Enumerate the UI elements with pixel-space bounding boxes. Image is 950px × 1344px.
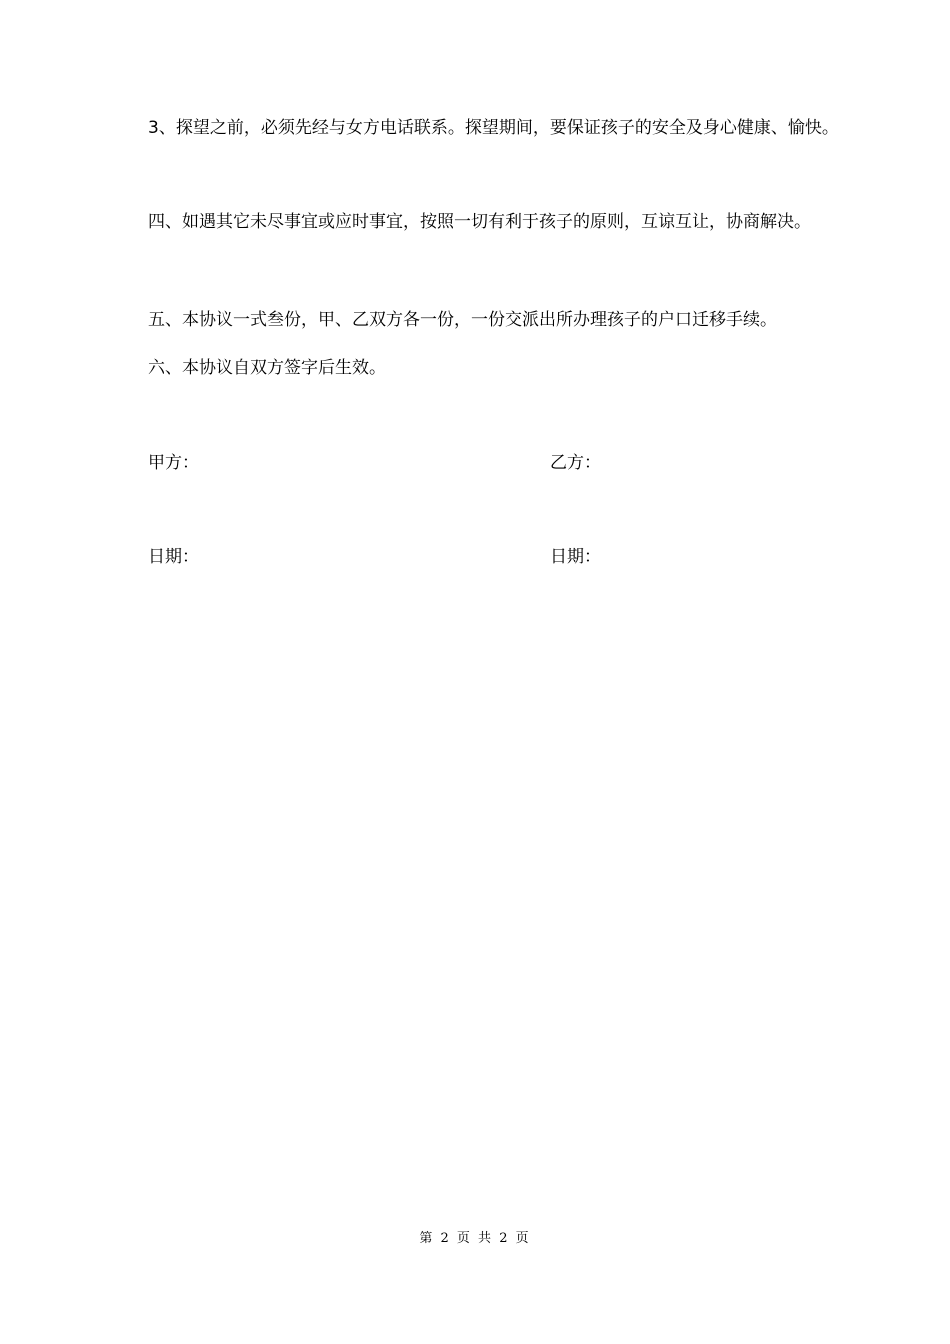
clause-effective: 六、本协议自双方签字后生效。 <box>148 358 386 378</box>
party-a-date-label: 日期： <box>148 547 199 567</box>
clause-other-matters: 四、如遇其它未尽事宜或应时事宜，按照一切有利于孩子的原则，互谅互让，协商解决。 <box>148 212 811 232</box>
clause-visit-notice: 3、探望之前，必须先经与女方电话联系。探望期间，要保证孩子的安全及身心健康、愉快。 <box>148 118 839 138</box>
clause-copies: 五、本协议一式叁份，甲、乙双方各一份，一份交派出所办理孩子的户口迁移手续。 <box>148 310 777 330</box>
party-b-signature-label: 乙方： <box>550 453 601 473</box>
party-b-date-label: 日期： <box>550 547 601 567</box>
page-footer: 第 2 页 共 2 页 <box>419 1231 531 1246</box>
party-a-signature-label: 甲方： <box>148 453 199 473</box>
